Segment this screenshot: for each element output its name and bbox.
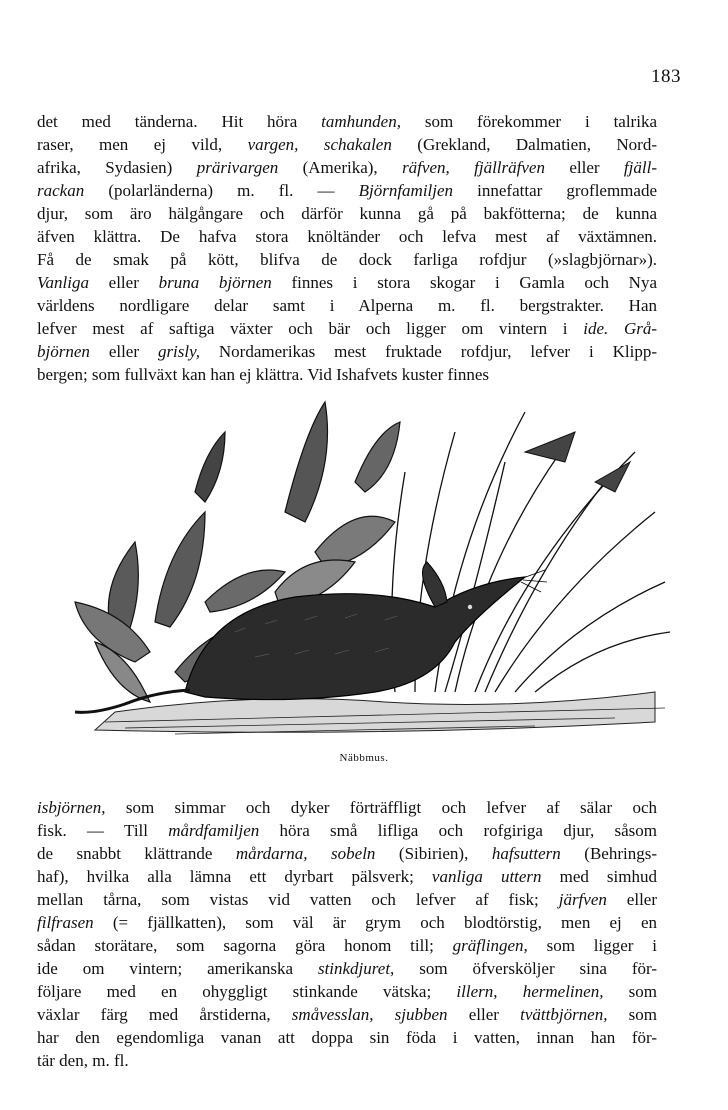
shrew-illustration <box>55 392 675 744</box>
bottom-text-line <box>37 819 657 842</box>
text-segment: eller <box>88 273 159 292</box>
top-text-line <box>37 340 657 363</box>
text-segment: innefattar groflemmade <box>453 181 657 200</box>
bottom-text-line <box>37 842 657 865</box>
bottom-text-line <box>37 865 657 888</box>
text-segment: växlar färg med årstiderna, <box>37 1005 292 1024</box>
text-segment: som ligger i <box>527 936 658 955</box>
top-text-line <box>37 133 657 156</box>
text-segment: (Amerika), <box>278 158 403 177</box>
italic-term: filfrasen <box>37 913 94 932</box>
bottom-text-line <box>37 957 657 980</box>
text-segment: världens nordligare delar samt i Alperna m. fl. bergstrakter. Han <box>37 296 657 315</box>
top-text-block <box>37 110 657 386</box>
text-segment: bergen; som fullväxt kan han ej klättra. Vid Ishafvets kuster finnes <box>37 365 490 384</box>
text-segment: har den egendomliga vanan att doppa sin föda i vatten, innan han för- <box>37 1028 657 1047</box>
text-segment: som öfversköljer sina för- <box>394 959 657 978</box>
text-segment: mellan tårna, som vistas vid vatten och lefver af fisk; <box>37 890 559 909</box>
figure-caption: Näbbmus. <box>339 752 389 764</box>
italic-term: hafsuttern <box>491 844 561 863</box>
text-segment: (Behrings- <box>560 844 657 863</box>
italic-term: vargen, schakalen <box>247 135 392 154</box>
italic-term: prärivargen <box>196 158 279 177</box>
italic-term: Vanliga <box>37 273 89 292</box>
italic-term: gräflingen, <box>452 936 528 955</box>
bottom-text-line <box>37 911 657 934</box>
italic-term: tamhunden, <box>321 112 401 131</box>
text-segment: eller <box>447 1005 521 1024</box>
text-segment: djur, som äro hälgångare och därför kunna gå på bakfötterna; de kunna <box>37 204 657 223</box>
top-text-line <box>37 110 657 133</box>
text-segment: finnes i stora skogar i Gamla och Nya <box>271 273 658 292</box>
top-text-line <box>37 202 657 225</box>
italic-term: illern, hermelinen, <box>456 982 604 1001</box>
text-segment: med simhud <box>541 867 657 886</box>
text-segment: raser, men ej vild, <box>37 135 248 154</box>
bottom-text-line <box>37 1049 657 1072</box>
text-segment: som <box>607 1005 658 1024</box>
italic-term: mårdarna, sobeln <box>235 844 376 863</box>
text-segment: Nordamerikas mest fruktade rofdjur, lefver i Klipp- <box>199 342 657 361</box>
top-text-line <box>37 225 657 248</box>
text-segment: följare med en ohyggligt stinkande vätska; <box>37 982 457 1001</box>
italic-term: småvesslan, sjubben <box>291 1005 448 1024</box>
bottom-text-line <box>37 796 657 819</box>
text-segment: Få de smak på kött, blifva de dock farliga rofdjur (»slagbjörnar»). <box>37 250 657 269</box>
bottom-text-line <box>37 888 657 911</box>
bottom-text-line <box>37 1026 657 1049</box>
text-segment: höra små lifliga och rofgiriga djur, såsom <box>259 821 657 840</box>
text-segment: afrika, Sydasien) <box>37 158 197 177</box>
italic-term: tvättbjörnen, <box>520 1005 608 1024</box>
top-text-line <box>37 363 657 386</box>
italic-term: järfven <box>558 890 607 909</box>
italic-term: grisly, <box>157 342 200 361</box>
top-text-line <box>37 248 657 271</box>
text-segment: de snabbt klättrande <box>37 844 236 863</box>
text-segment: som <box>603 982 658 1001</box>
text-segment: eller <box>89 342 158 361</box>
top-text-line <box>37 294 657 317</box>
bottom-text-line <box>37 934 657 957</box>
text-segment: det med tänderna. Hit höra <box>37 112 322 131</box>
italic-term: bruna björnen <box>158 273 272 292</box>
bottom-text-block <box>37 796 657 1072</box>
text-segment: (Sibirien), <box>375 844 492 863</box>
italic-term: Björnfamiljen <box>358 181 454 200</box>
text-segment: sådan storätare, som sagorna göra honom till; <box>37 936 453 955</box>
italic-term: räfven, fjällräfven <box>402 158 545 177</box>
italic-term: fjäll- <box>623 158 657 177</box>
text-segment: fisk. — Till <box>37 821 169 840</box>
bottom-text-line <box>37 1003 657 1026</box>
italic-term: ide. Grå- <box>583 319 657 338</box>
top-text-line <box>37 317 657 340</box>
text-segment: som förekommer i talrika <box>400 112 657 131</box>
italic-term: stinkdjuret, <box>317 959 395 978</box>
text-segment: (Grekland, Dalmatien, Nord- <box>391 135 657 154</box>
italic-term: mårdfamiljen <box>168 821 260 840</box>
text-segment: (= fjällkatten), som väl är grym och blodtörstig, men ej en <box>93 913 657 932</box>
text-segment: ide om vintern; amerikanska <box>37 959 318 978</box>
text-segment: som simmar och dyker förträffligt och lefver af sälar och <box>105 798 657 817</box>
top-text-line <box>37 156 657 179</box>
text-segment: tär den, m. fl. <box>37 1051 129 1070</box>
top-text-line <box>37 271 657 294</box>
text-segment: (polarländerna) m. fl. — <box>84 181 359 200</box>
italic-term: isbjörnen, <box>37 798 106 817</box>
text-segment: lefver mest af saftiga växter och bär och ligger om vintern i <box>37 319 584 338</box>
text-segment: haf), hvilka alla lämna ett dyrbart pälsverk; <box>37 867 432 886</box>
page-number: 183 <box>651 66 681 87</box>
text-segment: eller <box>606 890 658 909</box>
italic-term: björnen <box>37 342 90 361</box>
italic-term: rackan <box>37 181 85 200</box>
text-segment: äfven klättra. De hafva stora knöltänder och lefva mest af växtämnen. <box>37 227 657 246</box>
text-segment: eller <box>544 158 624 177</box>
top-text-line <box>37 179 657 202</box>
italic-term: vanliga uttern <box>431 867 542 886</box>
bottom-text-line <box>37 980 657 1003</box>
